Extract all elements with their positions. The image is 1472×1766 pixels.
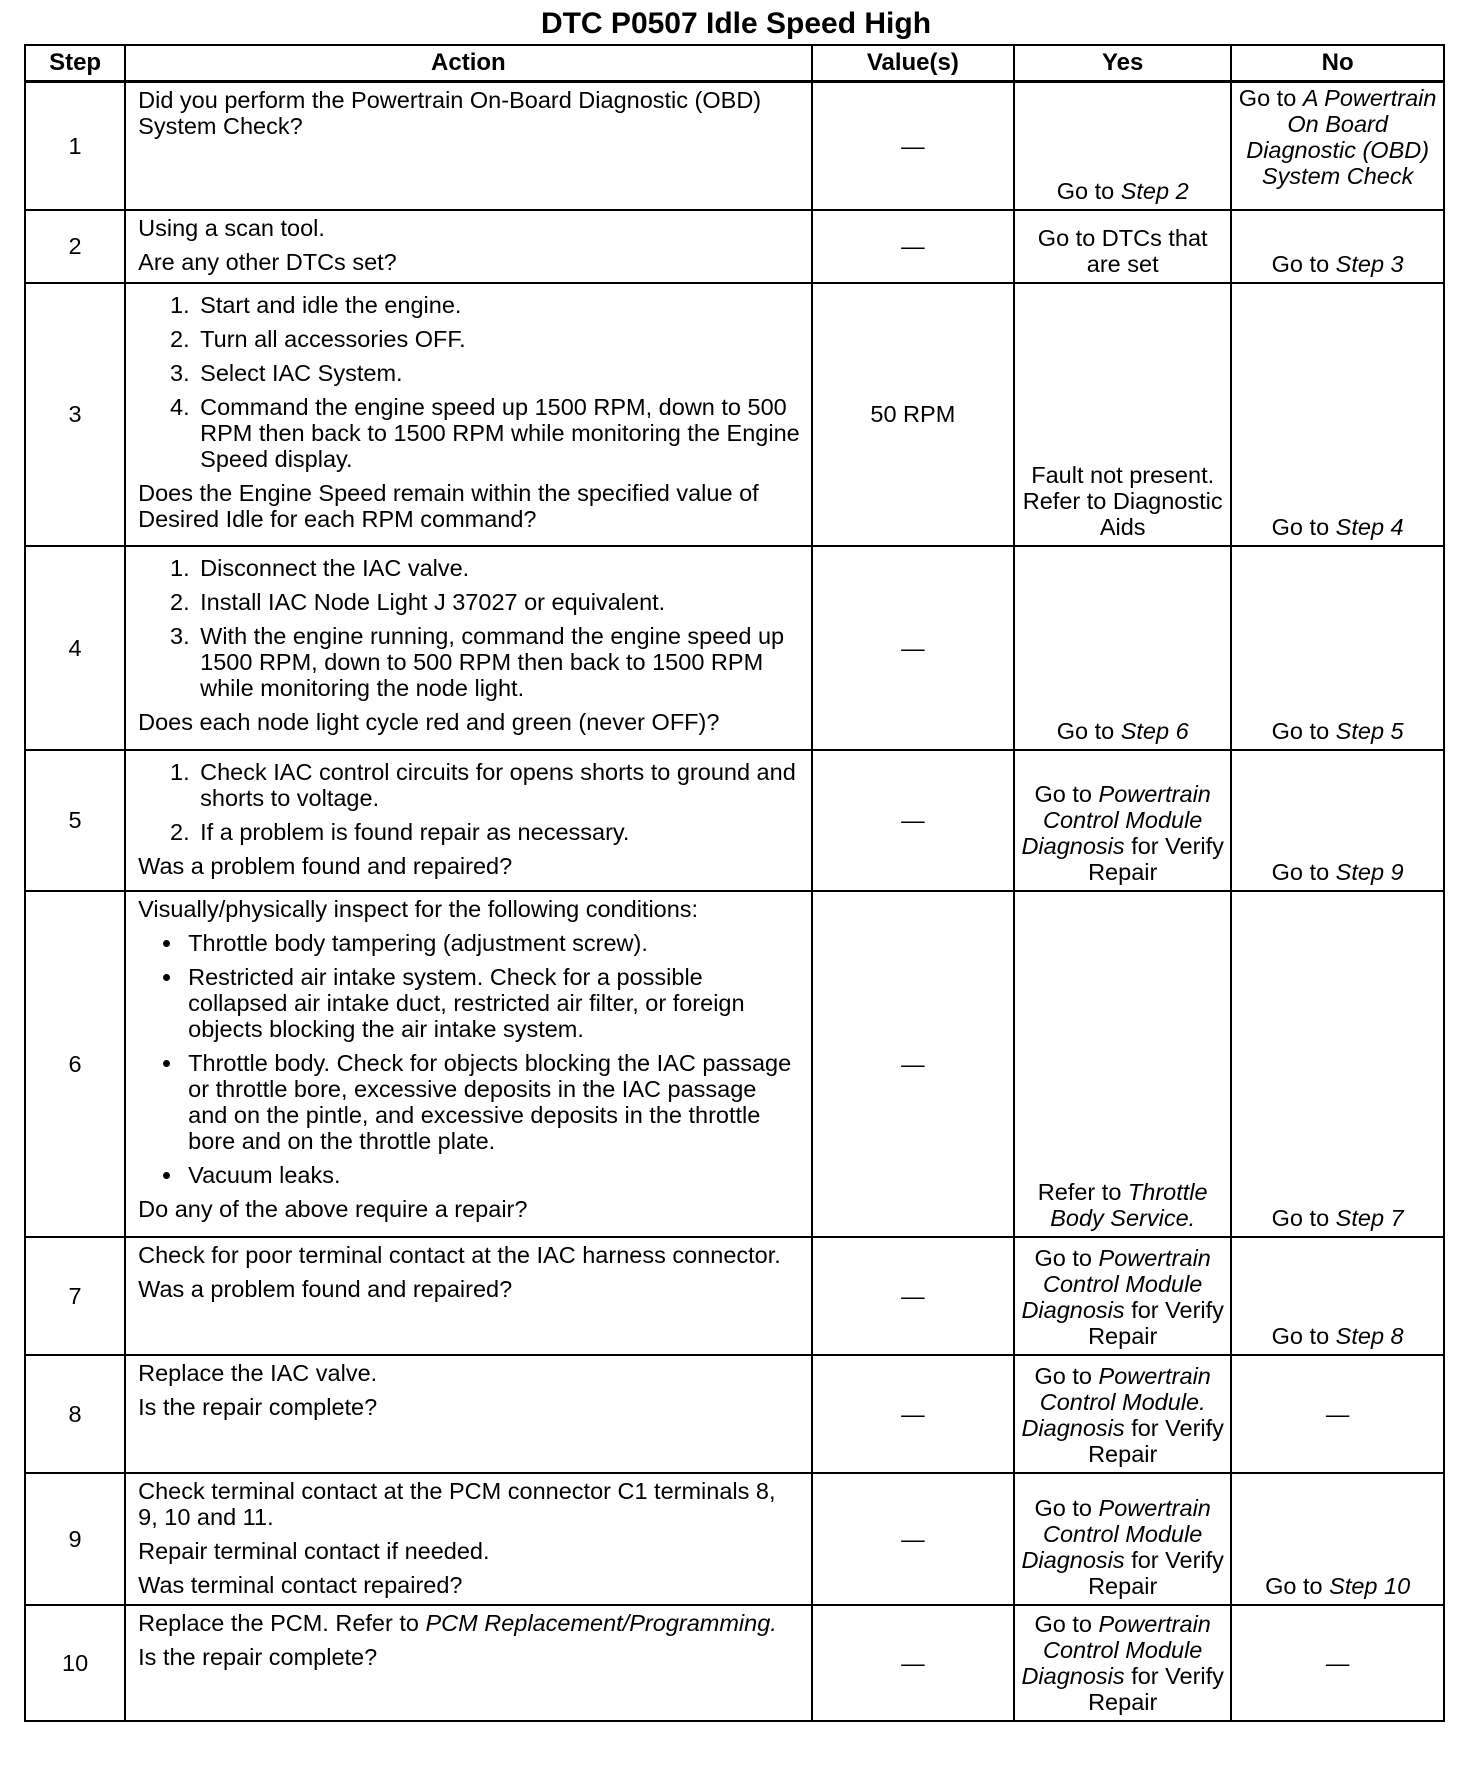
table-row [25, 1237, 1444, 1355]
step-number: 8 [25, 1355, 125, 1473]
step-number: 7 [25, 1237, 125, 1355]
value-cell: — [812, 891, 1015, 1237]
step-reference: Step 5 [1335, 717, 1404, 744]
action-question: Is the repair complete? [138, 1643, 378, 1670]
step-number: 1 [25, 82, 125, 210]
step-reference: Step 2 [1120, 177, 1189, 204]
step-reference: Step 7 [1335, 1204, 1404, 1231]
yes-cell: Go to Powertrain Control Module Diagnosis for Verify Repair [1014, 750, 1231, 891]
no-cell: Go to Step 4 [1231, 283, 1444, 546]
action-question: Does the Engine Speed remain within the specified value of Desired Idle for each RPM command? [138, 479, 759, 532]
header-values: Value(s) [812, 45, 1015, 82]
action-question: Was terminal contact repaired? [138, 1571, 463, 1598]
no-cell: Go to Step 5 [1231, 546, 1444, 750]
action-text: Using a scan tool. [138, 214, 325, 241]
yes-cell: Fault not present. Refer to Diagnostic Aids [1014, 283, 1231, 546]
header-action: Action [125, 45, 811, 82]
header-row [25, 45, 1444, 82]
table-row [25, 210, 1444, 283]
action-text: Check terminal contact at the PCM connector C1 terminals 8, 9, 10 and 11. [138, 1477, 776, 1530]
header-step: Step [25, 45, 125, 82]
table-row [25, 546, 1444, 750]
value-cell: — [812, 82, 1015, 210]
table-row [25, 1355, 1444, 1473]
yes-cell: Go to Powertrain Control Module Diagnosis for Verify Repair [1014, 1473, 1231, 1605]
header-no: No [1231, 45, 1444, 82]
value-cell: — [812, 210, 1015, 283]
list-item: • Throttle body. Check for objects blocking the IAC passage or throttle bore, excessive deposits in the IAC passage and on the pintle, and excessive deposits in the throttle bore and on the throttle plate. [184, 1050, 800, 1154]
procedure-reference: A Powertrain On Board Diagnostic (OBD) System Check [1246, 85, 1437, 189]
no-cell: Go to Step 7 [1231, 891, 1444, 1237]
value-cell: — [812, 546, 1015, 750]
action-cell [125, 1605, 811, 1721]
no-cell: Go to Step 10 [1231, 1473, 1444, 1605]
yes-cell: Go to Powertrain Control Module Diagnosis for Verify Repair [1014, 1605, 1231, 1721]
no-cell: Go to Step 8 [1231, 1237, 1444, 1355]
step-reference: Step 6 [1120, 717, 1189, 744]
list-item: 3. With the engine running, command the engine speed up 1500 RPM, down to 500 RPM then back to 1500 RPM while monitoring the node light. [196, 623, 800, 701]
no-cell: — [1231, 1605, 1444, 1721]
action-text: Replace the PCM. Refer to PCM Replacement/Programming. [138, 1609, 777, 1636]
procedure-reference: Powertrain Control Module Diagnosis [1021, 780, 1211, 859]
value-cell: — [812, 750, 1015, 891]
action-text: Did you perform the Powertrain On-Board Diagnostic (OBD) System Check? [138, 87, 762, 139]
yes-cell: Go to Powertrain Control Module Diagnosis for Verify Repair [1014, 1237, 1231, 1355]
step-reference: Step 4 [1335, 513, 1404, 540]
action-question: Does each node light cycle red and green (never OFF)? [138, 708, 720, 735]
action-cell [125, 1355, 811, 1473]
yes-cell: Go to Step 6 [1014, 546, 1231, 750]
step-number: 9 [25, 1473, 125, 1605]
list-item: 2. Install IAC Node Light J 37027 or equivalent. [196, 589, 800, 615]
list-item: 2. If a problem is found repair as necessary. [196, 819, 800, 845]
table-row [25, 283, 1444, 546]
list-item: 1. Disconnect the IAC valve. [196, 555, 800, 581]
list-item: 1. Check IAC control circuits for opens shorts to ground and shorts to voltage. [196, 759, 800, 811]
step-number: 5 [25, 750, 125, 891]
header-yes: Yes [1014, 45, 1231, 82]
action-text: Repair terminal contact if needed. [138, 1537, 490, 1564]
procedure-reference: Powertrain Control Module Diagnosis [1021, 1494, 1211, 1573]
yes-cell: Go to DTCs that are set [1014, 210, 1231, 283]
no-cell: Go to Step 3 [1231, 210, 1444, 283]
yes-cell: Go to Powertrain Control Module. Diagnosis for Verify Repair [1014, 1355, 1231, 1473]
table-row [25, 891, 1444, 1237]
condition-list [138, 930, 800, 1188]
action-question: Is the repair complete? [138, 1393, 378, 1420]
action-cell [125, 891, 811, 1237]
action-cell [125, 1473, 811, 1605]
list-item: • Vacuum leaks. [184, 1162, 800, 1188]
value-cell: — [812, 1237, 1015, 1355]
list-item: 3. Select IAC System. [196, 360, 800, 386]
list-item: 2. Turn all accessories OFF. [196, 326, 800, 352]
step-reference: Step 8 [1335, 1322, 1404, 1349]
value-cell: — [812, 1605, 1015, 1721]
step-number: 4 [25, 546, 125, 750]
step-reference: Step 9 [1335, 858, 1404, 885]
yes-cell: Refer to Throttle Body Service. [1014, 891, 1231, 1237]
procedure-list [138, 292, 800, 472]
list-item: 4. Command the engine speed up 1500 RPM, down to 500 RPM then back to 1500 RPM while monitoring the Engine Speed display. [196, 394, 800, 472]
procedure-reference: Powertrain Control Module Diagnosis [1021, 1244, 1211, 1323]
step-number: 2 [25, 210, 125, 283]
procedure-reference: Powertrain Control Module. Diagnosis [1021, 1362, 1211, 1441]
action-question: Was a problem found and repaired? [138, 852, 513, 879]
action-cell [125, 210, 811, 283]
action-cell [125, 1237, 811, 1355]
procedure-reference: PCM Replacement/Programming. [425, 1609, 777, 1636]
yes-cell: Go to Step 2 [1014, 82, 1231, 210]
step-number: 3 [25, 283, 125, 546]
action-question: Was a problem found and repaired? [138, 1275, 513, 1302]
list-item: • Throttle body tampering (adjustment screw). [184, 930, 800, 956]
step-number: 6 [25, 891, 125, 1237]
step-reference: Step 3 [1335, 250, 1404, 277]
action-text: Replace the IAC valve. [138, 1359, 378, 1386]
action-cell [125, 283, 811, 546]
procedure-reference: Throttle Body Service. [1050, 1178, 1208, 1231]
action-cell [125, 546, 811, 750]
list-item: 1. Start and idle the engine. [196, 292, 800, 318]
table-row [25, 1473, 1444, 1605]
no-cell: Go to A Powertrain On Board Diagnostic (OBD) System Check [1231, 82, 1444, 210]
value-cell: — [812, 1473, 1015, 1605]
diagnostic-table [24, 44, 1445, 1722]
action-cell [125, 750, 811, 891]
action-question: Do any of the above require a repair? [138, 1195, 528, 1222]
procedure-list [138, 555, 800, 701]
procedure-reference: Powertrain Control Module Diagnosis [1021, 1610, 1211, 1689]
table-row [25, 82, 1444, 210]
list-item: • Restricted air intake system. Check for a possible collapsed air intake duct, restricted air filter, or foreign objects blocking the air intake system. [184, 964, 800, 1042]
no-cell: — [1231, 1355, 1444, 1473]
value-cell: 50 RPM [812, 283, 1015, 546]
value-cell: — [812, 1355, 1015, 1473]
table-row [25, 1605, 1444, 1721]
action-cell [125, 82, 811, 210]
action-question: Are any other DTCs set? [138, 248, 397, 275]
step-number: 10 [25, 1605, 125, 1721]
table-row [25, 750, 1444, 891]
action-intro: Visually/physically inspect for the following conditions: [138, 895, 699, 922]
procedure-list [138, 759, 800, 845]
page-title: DTC P0507 Idle Speed High [540, 7, 932, 40]
step-reference: Step 10 [1329, 1572, 1411, 1599]
action-text: Check for poor terminal contact at the IAC harness connector. [138, 1241, 781, 1268]
no-cell: Go to Step 9 [1231, 750, 1444, 891]
